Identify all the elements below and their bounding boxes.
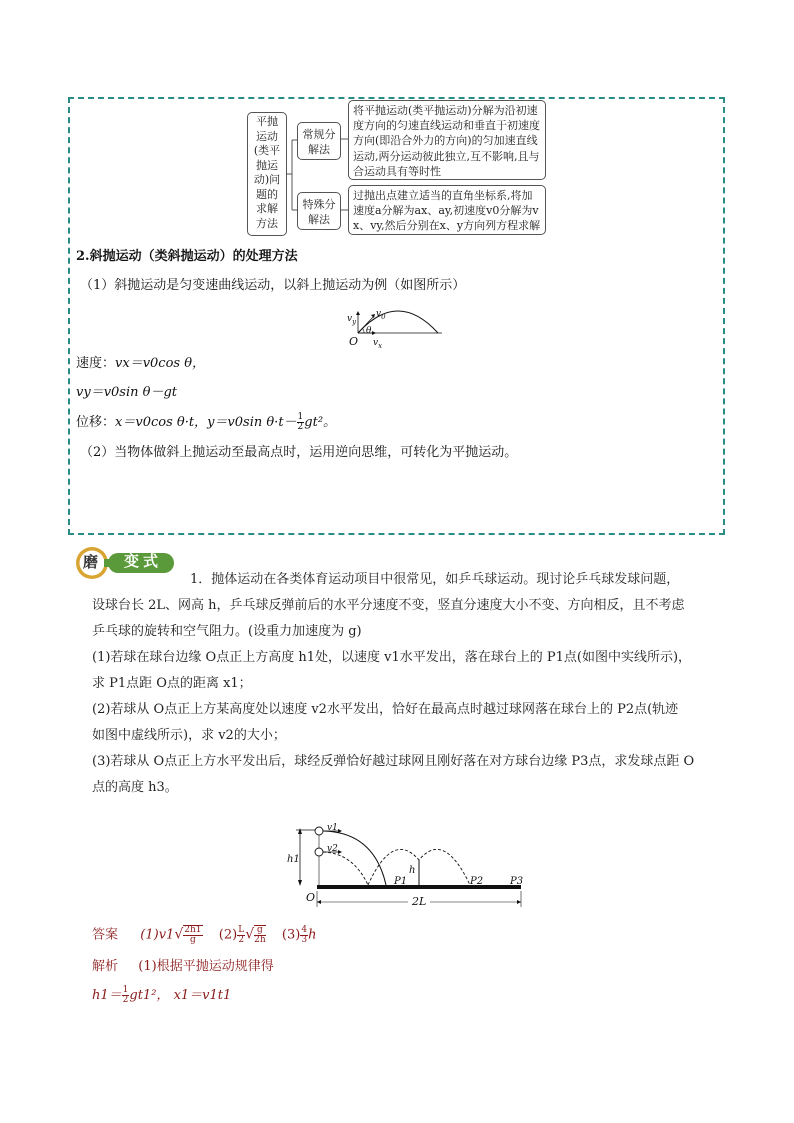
point-2: （2）当物体做斜上抛运动至最高点时，运用逆向思维，可转化为平抛运动。 [80, 445, 518, 460]
section-title: 2.斜抛运动（类斜抛运动）的处理方法 [76, 249, 298, 264]
fig2-h1-label: h1 [287, 854, 300, 865]
fig1-vx-label: $v_x$ [373, 338, 383, 350]
mindmap-branch-special: 特殊分解法 [297, 192, 341, 230]
answer-line: 答案 (1)v1√ $\frac{2h1}{g}$ (2) $\frac{L}{2}$ √ $\frac{g}{2h}$ (3) $\frac{4}{3}$ h [92, 924, 317, 945]
fig2-o-label: O [306, 891, 316, 904]
problem-line-3: 乒乓球的旋转和空气阻力。(设重力加速度为 g) [92, 624, 362, 639]
mindmap-branch-special-text: 过抛出点建立适当的直角坐标系,将加速度a分解为ax、ay,初速度v0分解为vx、vy,然后分别在x、y方向列方程求解 [348, 185, 546, 235]
analysis-equation: h1＝ $\frac{1}{2}$ gt1²， x1＝v1t1 [92, 985, 232, 1005]
mindmap-branch-regular: 常规分解法 [297, 122, 341, 160]
fig1-v0-label: $v_0$ [376, 309, 386, 321]
fig1-vy-label: $v_y$ [347, 314, 357, 326]
question-1-line-1: (1)若球在球台边缘 O点正上方高度 h1处，以速度 v1水平发出，落在球台上的 P1点(如图中实线所示)， [92, 650, 692, 665]
question-3-line-1: (3)若球从 O点正上方水平发出后，球经反弹恰好越过球网且刚好落在对方球台边缘 P3点，求发球点距 O [92, 754, 695, 769]
fig2-p1-label: P1 [394, 876, 408, 887]
answer-label: 答案 [92, 927, 119, 943]
mindmap-connector-1 [341, 136, 348, 142]
fig1-theta-label: θ [366, 326, 372, 336]
speed-y-line: vy＝v0sin θ－gt [76, 385, 178, 400]
point-1: （1）斜抛运动是匀变速曲线运动，以斜上抛运动为例（如图所示） [80, 278, 466, 293]
mindmap-root: 平抛运动(类平抛运动)问题的求解方法 [247, 112, 287, 236]
fig2-length-label: 2L [412, 895, 427, 908]
table-tennis-figure [288, 818, 528, 910]
question-2-line-1: (2)若球从 O点正上方某高度处以速度 v2水平发出，恰好在最高点时越过球网落在球台上的 P2点(轨迹 [92, 702, 679, 717]
mindmap-connector [287, 112, 297, 236]
fig1-origin-label: O [349, 335, 359, 348]
speed-x-line: 速度：vx＝v0cos θ， [76, 356, 206, 371]
mindmap-branch-regular-text: 将平抛运动(类平抛运动)分解为沿初速度方向的匀速直线运动和垂直于初速度方向(即沿合外力的方向)的匀加速直线运动,两分运动彼此独立,互不影响,且与合运动具有等时性 [348, 100, 546, 180]
analysis-line: 解析 (1)根据平抛运动规律得 [92, 959, 274, 974]
badge-char: 磨 [83, 553, 99, 571]
fig2-h-label: h [409, 865, 416, 876]
problem-line-2: 设球台长 2L、网高 h，乒乓球反弹前后的水平分速度不变，竖直分速度大小不变、方向相反，且不考虑 [92, 598, 685, 613]
problem-line-1: 1．抛体运动在各类体育运动项目中很常见，如乒乓球运动。现讨论乒乓球发球问题， [190, 572, 680, 587]
fig2-p3-label: P3 [510, 876, 524, 887]
mindmap-connector-2 [341, 207, 348, 213]
fig2-v2-label: v2 [327, 844, 338, 854]
question-1-line-2: 求 P1点距 O点的距离 x1； [92, 676, 252, 691]
displacement-line: 位移：x＝v0cos θ·t，y＝v0sin θ·t－ $\frac{1}{2}$ gt²。 [76, 412, 337, 432]
badge-label: 变式 [124, 552, 163, 570]
question-3-line-2: 点的高度 h3。 [92, 780, 178, 795]
fig2-p2-label: P2 [470, 876, 484, 887]
analysis-label: 解析 [92, 959, 119, 974]
fig2-v1-label: v1 [327, 823, 338, 833]
question-2-line-2: 如图中虚线所示)，求 v2的大小； [92, 728, 286, 743]
